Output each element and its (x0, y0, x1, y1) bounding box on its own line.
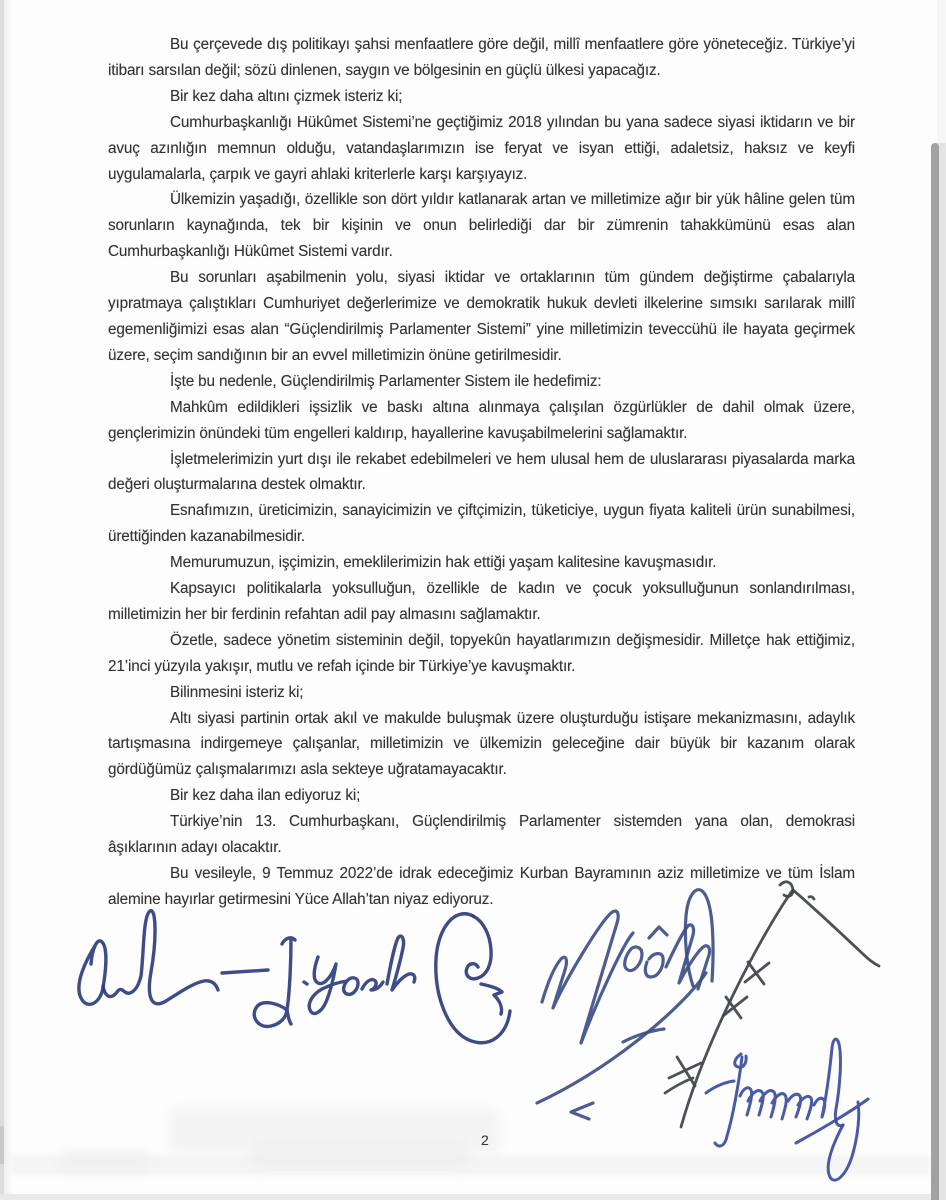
paragraph: İşletmelerimizin yurt dışı ile rekabet edebilmeleri ve hem ulusal hem de uluslararası piyasalarda marka değeri oluşturmalarına destek olmaktır. (108, 450, 855, 494)
paragraph: Bilinmesini isteriz ki; (170, 683, 304, 701)
paragraph: Bir kez daha ilan ediyoruz ki; (170, 787, 361, 805)
paragraph: Bu çerçevede dış politikayı şahsi menfaatlere göre değil, millî menfaatlere göre yöneteceğiz. Türkiye’yi itibarı sarsılan değil; sözü dinlenen, saygın ve bölgesinin en güçlü ülkesi yapacağız. (108, 36, 855, 79)
paragraph: Özetle, sadece yönetim sisteminin değil, topyekûn hayatlarımızın değişmesidir. Milletçe hak ettiğimiz, 21’inci yüzyıla yakışır, mutlu ve refah içinde bir Türkiye’ye kavuşmaktır. (108, 631, 855, 675)
paragraph: Bir kez daha altını çizmek isteriz ki; (170, 87, 403, 105)
paragraph: Türkiye’nin 13. Cumhurbaşkanı, Güçlendirilmiş Parlamenter sistemden yana olan, demokrasi âşıklarının adayı olacaktır. (108, 813, 855, 857)
scrollbar-thumb[interactable] (931, 143, 939, 1200)
bleed-through-artifact (60, 1150, 150, 1172)
signature-3 (436, 914, 510, 1043)
paragraph: Memurumuzun, işçimizin, emeklilerimizin hak ettiği yaşam kalitesine kavuşmasıdır. (170, 554, 717, 572)
signature-4 (537, 890, 713, 1119)
scan-artifact-mark (0, 1126, 4, 1164)
page-number: 2 (481, 1132, 489, 1148)
paragraph: Bu sorunları aşabilmenin yolu, siyasi iktidar ve ortaklarının tüm gündem değiştirme çabalarıyla yıpratmaya çalıştıkları Cumhuriyet değerlerimize ve demokratik hukuk devleti ilkelerine sımsıkı sarılarak millî egemenliğimizi esas alan “Güçlendirilmiş Parlamenter Sistemi” yine milletimizin teveccühü ile hayata geçirmek üzere, seçim sandığının bir an evvel milletimizin önüne getirilmesidir. (108, 269, 855, 364)
signature-1 (79, 911, 218, 1005)
signature-2 (222, 936, 415, 1026)
paragraph: Altı siyasi partinin ortak akıl ve makulde buluşmak üzere oluşturduğu istişare mekanizmasını, adaylık tartışmasına indirgemeye çalışanlar, milletimizin ve ülkemizin geleceğine dair büyük bir kazanım olarak gördüğümüz çalışmalarımızı asla sekteye uğratamayacaktır. (108, 709, 855, 779)
paragraph: Mahkûm edildikleri işsizlik ve baskı altına alınmaya çalışılan özgürlükler de dahil olmak üzere, gençlerimizin önündeki tüm engelleri kaldırıp, hayallerine kavuşabilmelerini sağlamaktır. (108, 398, 855, 442)
paragraph: Esnafımızın, üreticimizin, sanayicimizin ve çiftçimizin, tüketiciye, uygun fiyata kaliteli ürün sunabilmesi, ürettiğinden kazanabilmesidir. (108, 502, 855, 546)
document-text (108, 32, 855, 913)
paragraph: Bu vesileyle, 9 Temmuz 2022’de idrak edeceğimiz Kurban Bayramının aziz milletimize ve tüm İslam alemine hayırlar getirmesini Yüce Allah’tan niyaz ediyoruz. (108, 865, 855, 908)
paragraph: Kapsayıcı politikalarla yoksulluğun, özellikle de kadın ve çocuk yoksulluğunun sonlandırılması, milletimizin her bir ferdinin refahtan adil pay almasını sağlamaktır. (108, 580, 855, 623)
paragraph: Cumhurbaşkanlığı Hükûmet Sistemi’ne geçtiğimiz 2018 yılından bu yana sadece siyasi iktidarın ve bir avuç azınlığın memnun olduğu, vatandaşlarımızın ise feryat ve isyan ettiği, adaletsiz, haksız ve keyfi uygulamalarla, çarpık ve gayri ahlaki kriterlerle karşı karşıyayız. (108, 113, 855, 183)
bleed-through-artifact (250, 1140, 470, 1170)
paragraph: Ülkemizin yaşadığı, özellikle son dört yıldır katlanarak artan ve milletimize ağır bir yük hâline gelen tüm sorunların kaynağında, tek bir kişinin ve onun belirlediği dar bir zümrenin tahakkümünü esas alan Cumhurbaşkanlığı Hükûmet Sistemi vardır. (108, 191, 855, 261)
page-edge-gradient (4, 0, 13, 1200)
signature-5 (665, 882, 879, 1127)
page-edge-shadow-bottom (0, 1194, 946, 1200)
paragraph: İşte bu nedenle, Güçlendirilmiş Parlamenter Sistem ile hedefimiz: (170, 372, 602, 390)
scrollbar-track-top (937, 0, 946, 143)
